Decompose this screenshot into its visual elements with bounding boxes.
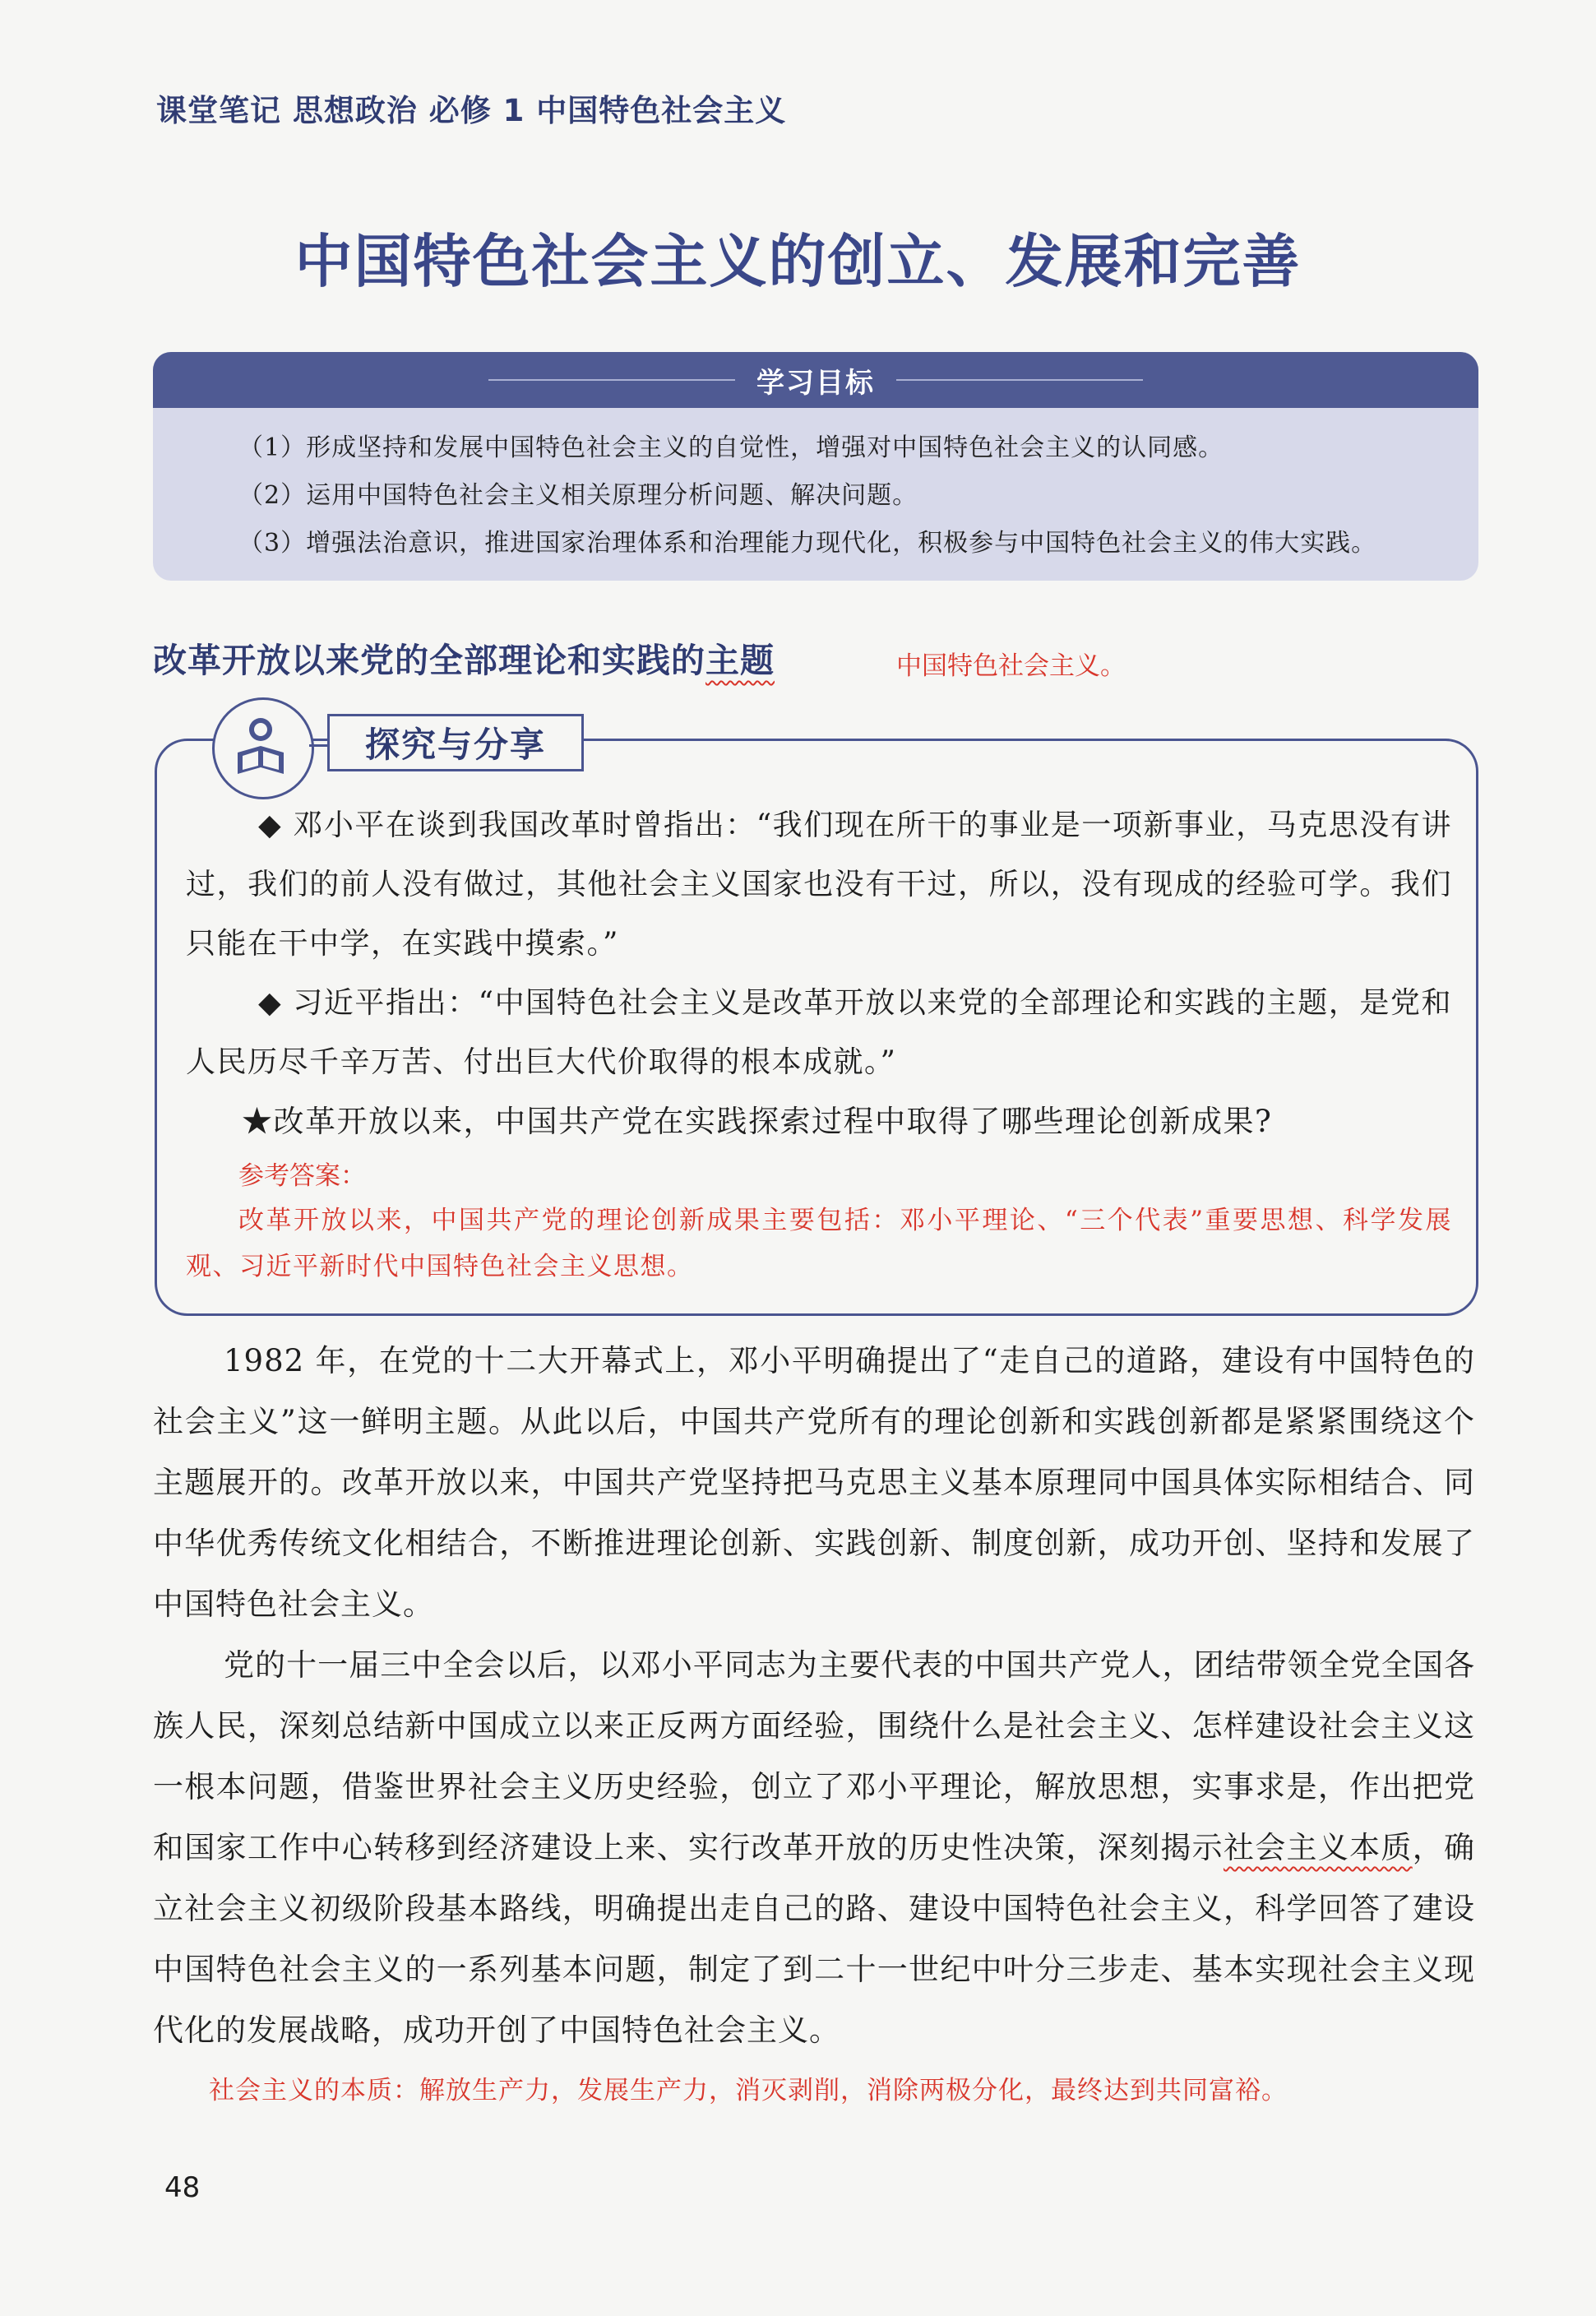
reading-person-icon bbox=[226, 711, 295, 780]
divider-left bbox=[488, 379, 735, 381]
divider-right bbox=[896, 379, 1143, 381]
paragraph-part: ，确立社会主义初级阶段基本路线，明确提出走自己的路、建设中国特色社会主义，科学回答了建设中国特色社会主义的一系列基本问题，制定了到二十一世纪中叶分三步走、基本实现社会主义现代化的发展战略，成功开创了中国特色社会主义。 bbox=[153, 1830, 1476, 2048]
goal-item: （1）形成坚持和发展中国特色社会主义的自觉性，增强对中国特色社会主义的认同感。 bbox=[238, 433, 1224, 462]
learning-goals-list bbox=[153, 408, 1478, 567]
section-heading-prefix: 改革开放以来党的全部理论和实践的 bbox=[153, 641, 705, 680]
answer-text: 改革开放以来，中国共产党的理论创新成果主要包括：邓小平理论、“三个代表”重要思想、科学发展观、习近平新时代中国特色社会主义思想。 bbox=[186, 1206, 1452, 1281]
paragraph: 1982 年，在党的十二大开幕式上，邓小平明确提出了“走自己的道路，建设有中国特色的社会主义”这一鲜明主题。从此以后，中国共产党所有的理论创新和实践创新都是紧紧围绕这个主题展开的。改革开放以来，中国共产党坚持把马克思主义基本原理同中国具体实际相结合、同中华优秀传统文化相结合，不断推进理论创新、实践创新、制度创新，成功开创、坚持和发展了中国特色社会主义。 bbox=[153, 1343, 1475, 1622]
handwritten-note-essence: 社会主义的本质：解放生产力，发展生产力，消灭剥削，消除两极分化，最终达到共同富裕。 bbox=[209, 2076, 1288, 2105]
running-header: 课堂笔记 思想政治 必修 1 中国特色社会主义 bbox=[156, 93, 787, 128]
goal-item: （2）运用中国特色社会主义相关原理分析问题、解决问题。 bbox=[238, 481, 918, 510]
page-number: 48 bbox=[164, 2171, 201, 2204]
quote-deng: ◆ 邓小平在谈到我国改革时曾指出：“我们现在所干的事业是一项新事业，马克思没有讲过，我们的前人没有做过，其他社会主义国家也没有干过，所以，没有现成的经验可学。我们只能在干中学，在实践中摸索。” bbox=[186, 808, 1452, 961]
explore-share-label: 探究与分享 bbox=[327, 714, 584, 771]
reader-badge bbox=[212, 697, 314, 799]
paragraph-part: 党的十一届三中全会以后，以邓小平同志为主要代表的中国共产党人，团结带领全党全国各族人民，深刻总结新中国成立以来正反两方面经验，围绕什么是社会主义、怎样建设社会主义这一根本问题，借鉴世界社会主义历史经验，创立了邓小平理论，解放思想，实事求是，作出把党和国家工作中心转移到经济建设上来、实行改革开放的历史性决策，深刻揭示 bbox=[153, 1647, 1475, 1865]
page-title: 中国特色社会主义的创立、发展和完善 bbox=[294, 228, 1302, 295]
section-heading bbox=[153, 633, 775, 682]
emphasis-socialism-essence: 社会主义本质 bbox=[1223, 1830, 1413, 1865]
explore-share-content bbox=[186, 796, 1452, 1290]
learning-goals-title: 学习目标 bbox=[756, 366, 875, 400]
quote-xi: ◆ 习近平指出：“中国特色社会主义是改革开放以来党的全部理论和实践的主题，是党和人民历尽千辛万苦、付出巨大代价取得的根本成就。” bbox=[186, 986, 1452, 1079]
paragraph bbox=[153, 1635, 1475, 2061]
label-connector bbox=[309, 744, 327, 747]
learning-goals-box bbox=[153, 352, 1478, 581]
goal-item: （3）增强法治意识，推进国家治理体系和治理能力现代化，积极参与中国特色社会主义的伟大实践。 bbox=[238, 529, 1377, 558]
section-heading-emphasis: 主题 bbox=[705, 641, 775, 680]
handwritten-note-answer: 中国特色社会主义。 bbox=[896, 651, 1126, 681]
body-text bbox=[153, 1331, 1475, 2061]
question: ★改革开放以来，中国共产党在实践探索过程中取得了哪些理论创新成果? bbox=[242, 1104, 1273, 1139]
learning-goals-header bbox=[153, 352, 1478, 408]
answer-label: 参考答案： bbox=[238, 1161, 366, 1191]
